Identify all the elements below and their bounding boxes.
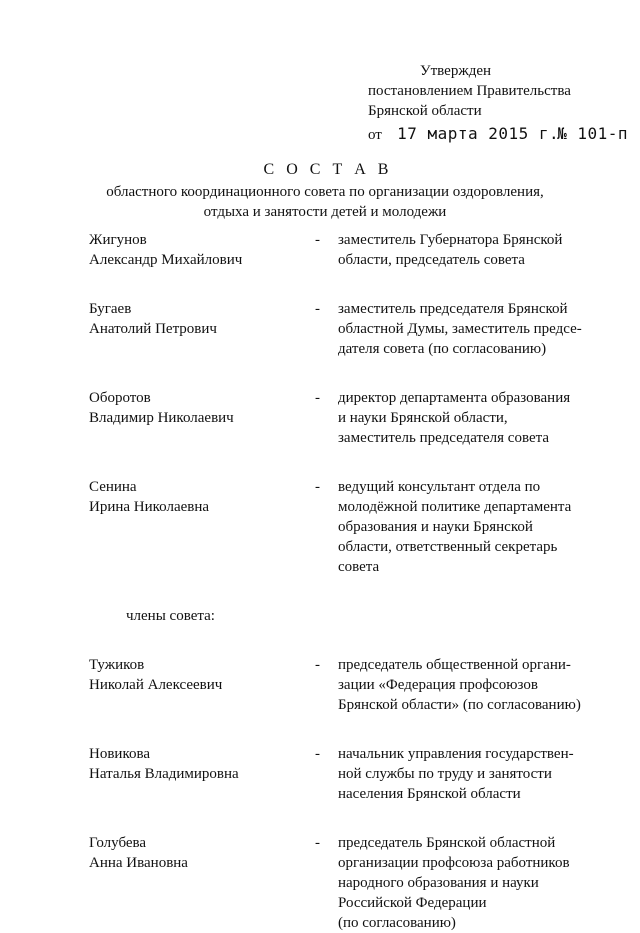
member-name <box>89 833 315 933</box>
member-row <box>89 230 609 270</box>
member-surname: Тужиков <box>89 657 145 673</box>
role-line: и науки Брянской области, <box>338 410 508 426</box>
member-surname: Сенина <box>89 479 137 495</box>
member-given-name: Николай Алексеевич <box>89 677 223 693</box>
approval-number: № 101-п <box>557 124 628 143</box>
approval-title: Утвержден <box>420 63 492 79</box>
member-role <box>338 388 583 448</box>
member-role <box>338 744 583 804</box>
member-given-name: Анна Ивановна <box>89 855 188 871</box>
member-name <box>89 744 315 804</box>
member-surname: Бугаев <box>89 301 132 317</box>
member-given-name: Александр Михайлович <box>89 252 243 268</box>
role-line: области, председатель совета <box>338 252 525 268</box>
member-given-name: Анатолий Петрович <box>89 321 217 337</box>
role-line: председатель общественной органи- <box>338 657 571 673</box>
document-subtitle-line2: отдыха и занятости детей и молодежи <box>203 204 447 220</box>
dash-separator: - <box>315 232 320 248</box>
member-surname: Голубева <box>89 835 147 851</box>
member-role <box>338 299 583 359</box>
member-surname: Оборотов <box>89 390 151 406</box>
dash-separator: - <box>315 746 320 762</box>
role-line: совета <box>338 559 380 575</box>
approval-date: 17 марта 2015 г. <box>397 124 560 143</box>
document-heading <box>0 160 640 222</box>
role-line: Российской Федерации <box>338 895 487 911</box>
member-row <box>89 833 609 933</box>
member-surname: Жигунов <box>89 232 147 248</box>
member-role <box>338 833 583 933</box>
role-line: Брянской области» (по согласованию) <box>338 697 581 713</box>
approval-date-line <box>368 124 628 144</box>
role-line: областной Думы, заместитель предсе- <box>338 321 582 337</box>
approval-region: Брянской области <box>368 103 482 119</box>
member-given-name: Наталья Владимировна <box>89 766 239 782</box>
member-row <box>89 655 609 715</box>
role-line: народного образования и науки <box>338 875 539 891</box>
member-surname: Новикова <box>89 746 151 762</box>
member-name <box>89 299 315 359</box>
member-name <box>89 477 315 577</box>
role-line: начальник управления государствен- <box>338 746 574 762</box>
member-name <box>89 655 315 715</box>
member-role <box>338 230 583 270</box>
role-line: дателя совета (по согласованию) <box>338 341 547 357</box>
role-line: заместитель председателя Брянской <box>338 301 568 317</box>
dash-separator: - <box>315 835 320 851</box>
member-row <box>89 477 609 577</box>
role-line: директор департамента образования <box>338 390 571 406</box>
dash-separator: - <box>315 479 320 495</box>
role-line: заместитель председателя совета <box>338 430 550 446</box>
role-line: (по согласованию) <box>338 915 456 931</box>
member-given-name: Ирина Николаевна <box>89 499 210 515</box>
role-line: населения Брянской области <box>338 786 521 802</box>
role-line: ной службы по труду и занятости <box>338 766 552 782</box>
member-row <box>89 744 609 804</box>
role-line: организации профсоюза работников <box>338 855 570 871</box>
role-line: области, ответственный секретарь <box>338 539 558 555</box>
document-title: С О С Т А В <box>263 161 393 178</box>
members-section-heading: члены совета: <box>126 608 215 624</box>
role-line: ведущий консультант отдела по <box>338 479 541 495</box>
dash-separator: - <box>315 390 320 406</box>
council-composition <box>89 230 609 933</box>
member-row <box>89 299 609 359</box>
member-given-name: Владимир Николаевич <box>89 410 234 426</box>
role-line: молодёжной политике департамента <box>338 499 572 515</box>
role-line: председатель Брянской областной <box>338 835 556 851</box>
role-line: заместитель Губернатора Брянской <box>338 232 563 248</box>
approval-block <box>368 61 628 144</box>
document-subtitle-line1: областного координационного совета по организации оздоровления, <box>106 184 544 200</box>
date-prefix: от <box>368 127 382 143</box>
role-line: зации «Федерация профсоюзов <box>338 677 538 693</box>
dash-separator: - <box>315 657 320 673</box>
member-role <box>338 655 583 715</box>
dash-separator: - <box>315 301 320 317</box>
member-name <box>89 230 315 270</box>
approval-authority: постановлением Правительства <box>368 83 571 99</box>
member-row <box>89 388 609 448</box>
member-name <box>89 388 315 448</box>
role-line: образования и науки Брянской <box>338 519 533 535</box>
member-role <box>338 477 583 577</box>
